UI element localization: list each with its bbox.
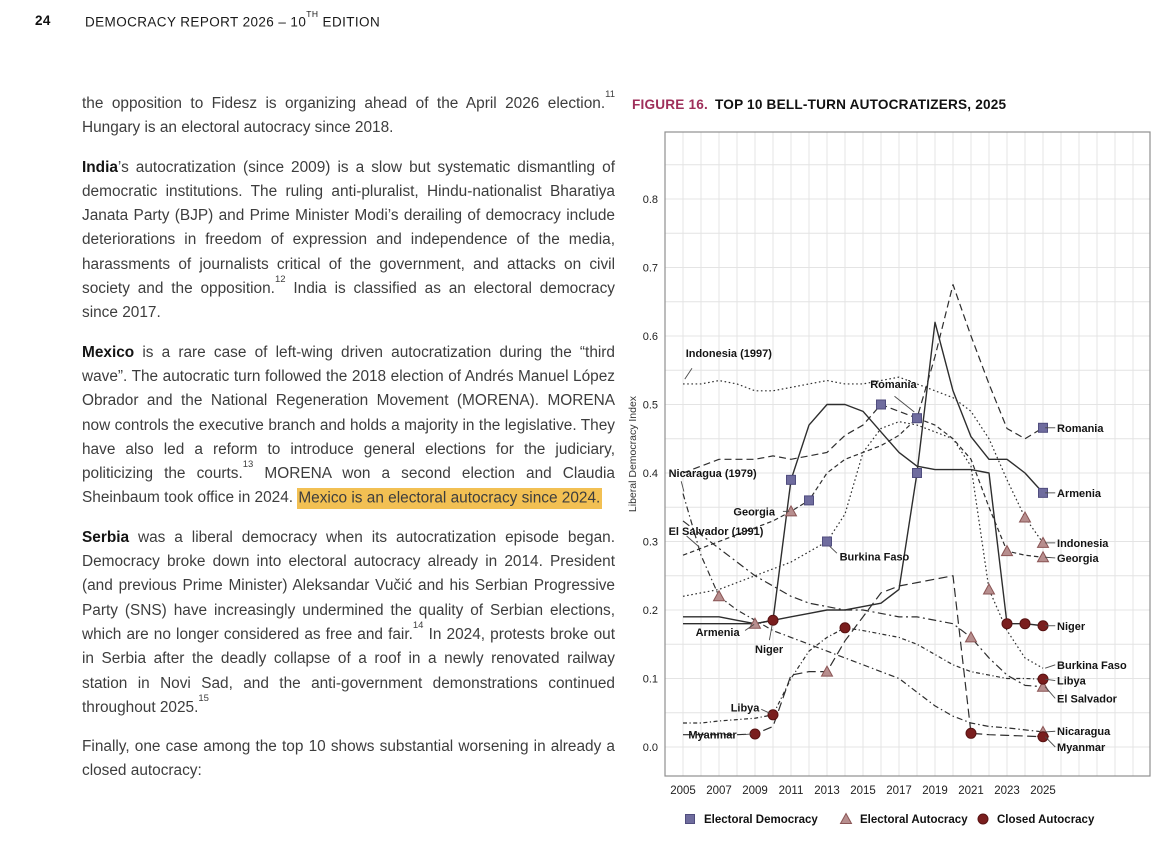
paragraph: India’s autocratization (since 2009) is a slow but systematic dismantling of democratic institutions. The ruling anti-pluralist, Hindu-nationalist Bharatiya Janata Party (BJP) and Prime Minister Modi’s derailing of democracy include deteriorations in freedom of expression and independence of the media, harassments of journalists critical of the government, and attacks on civil society and the opposition.$^{12}$ India is classified as an electoral democracy since 2017. [82, 158, 615, 322]
circle-marker [1020, 619, 1030, 629]
triangle-marker [1038, 537, 1049, 547]
figure-chart [620, 118, 1170, 844]
country-label: Georgia [733, 506, 775, 519]
square-marker [877, 400, 886, 409]
triangle-marker [714, 591, 725, 601]
circle-marker [978, 814, 988, 824]
circle-marker [966, 728, 976, 738]
country-label: Niger [755, 644, 784, 657]
label-leader-line [1045, 737, 1055, 747]
page-number: 24 [35, 13, 51, 28]
country-label: Niger [1057, 620, 1086, 633]
square-marker [913, 469, 922, 478]
country-label: Romania [1057, 422, 1104, 435]
square-marker [913, 414, 922, 423]
y-tick-label: 0.6 [642, 331, 658, 343]
triangle-marker [984, 584, 995, 594]
country-label: Armenia [1057, 487, 1102, 500]
circle-marker [1002, 619, 1012, 629]
circle-marker [768, 615, 778, 625]
footnote-ref: 14 [412, 619, 424, 631]
y-tick-label: 0.0 [642, 742, 658, 754]
line-chart-svg [620, 118, 1170, 844]
square-marker [686, 815, 695, 824]
y-tick-label: 0.8 [642, 194, 658, 206]
triangle-marker [1038, 552, 1049, 562]
footnote-ref: 15 [198, 692, 209, 704]
footnote-ref: 13 [242, 459, 254, 471]
y-tick-label: 0.4 [642, 468, 658, 480]
x-tick-label: 2015 [850, 785, 876, 797]
x-tick-label: 2009 [742, 785, 768, 797]
paragraph: Finally, one case among the top 10 shows substantial worsening in already a closed autocracy: [82, 738, 615, 780]
x-tick-label: 2023 [994, 785, 1020, 797]
figure-title-text: TOP 10 BELL-TURN AUTOCRATIZERS, 2025 [715, 97, 1007, 112]
country-label: Romania [870, 378, 917, 391]
footnote-ref: 11 [605, 88, 615, 100]
label-leader-line [769, 625, 772, 640]
circle-marker [750, 729, 760, 739]
label-leader-line [1045, 687, 1055, 699]
y-tick-label: 0.2 [642, 605, 658, 617]
circle-marker [1038, 732, 1048, 742]
x-tick-label: 2013 [814, 785, 840, 797]
figure-label: FIGURE 16. [632, 97, 709, 112]
triangle-marker [966, 632, 977, 642]
country-label: Nicaragua [1057, 726, 1111, 739]
country-label: Libya [730, 702, 760, 715]
square-marker [787, 475, 796, 484]
triangle-marker [1002, 546, 1013, 556]
country-label: Myanmar [1057, 742, 1106, 754]
paragraph: Mexico is a rare case of left-wing driven autocratization during the “third wave”. The autocratic turn followed the 2018 election of Andrés Manuel López Obrador and the National Regeneration Movement (MORENA). MORENA now controls the executive branch and holds a majority in the legislative. They have also led a reform to introduce general elections for the judiciary, politicizing the courts.$^{13}$ MORENA won a second election and Claudia Sheinbaum took office in 2024. Mexico is an electoral autocracy since 2024. [82, 341, 615, 511]
x-tick-label: 2017 [886, 785, 912, 797]
page-header [35, 9, 381, 30]
label-leader-line [830, 546, 837, 553]
figure-caption [632, 97, 1006, 112]
footnote-ref: 12 [274, 273, 286, 285]
label-leader-line [1045, 731, 1055, 732]
square-marker [805, 496, 814, 505]
square-marker [823, 537, 832, 546]
y-axis-title: Liberal Democracy Index [627, 395, 639, 513]
triangle-marker [1020, 512, 1031, 522]
y-tick-label: 0.5 [642, 399, 658, 412]
x-tick-label: 2011 [778, 785, 804, 797]
country-label: Burkina Faso [839, 551, 910, 564]
x-tick-label: 2007 [706, 785, 732, 797]
article [82, 88, 615, 799]
legend-label: Electoral Democracy [704, 814, 818, 826]
paragraph: the opposition to Fidesz is organizing ahead of the April 2026 election.$^{11}$ Hungary is an electoral autocracy since 2018. [82, 88, 615, 137]
country-label: Myanmar [688, 729, 737, 742]
country-label: El Salvador (1991) [668, 526, 764, 539]
country-label: Indonesia [1057, 537, 1109, 550]
x-tick-label: 2025 [1030, 785, 1056, 797]
ordinal-sup: TH [306, 9, 319, 19]
paragraph: Serbia was a liberal democracy when its autocratization episode began. Democracy broke down into electoral autocracy already in 2014. President (and previous Prime Minister) Aleksandar Vučić and his Serbian Progressive Party (SNS) have increasingly undermined the quality of Serbian elections, which are no longer considered as free and fair.$^{14}$ In 2024, protests broke out in Serbia after the deadly collapse of a roof in a newly renovated railway station in Novi Sad, and the anti-government demonstrations continued throughout 2025.15 [82, 528, 615, 716]
triangle-marker [841, 814, 852, 824]
x-tick-label: 2021 [958, 785, 984, 797]
x-tick-label: 2019 [922, 785, 948, 797]
circle-marker [768, 710, 778, 720]
x-tick-label: 2005 [670, 785, 696, 797]
label-leader-line [1045, 665, 1055, 668]
report-title: DEMOCRACY REPORT 2026 – 10TH EDITION [85, 9, 381, 30]
y-tick-label: 0.3 [642, 536, 658, 549]
country-label: El Salvador [1057, 693, 1117, 706]
y-tick-label: 0.7 [642, 262, 658, 275]
legend-label: Closed Autocracy [997, 814, 1095, 826]
country-label: Burkina Faso [1057, 659, 1127, 672]
legend-label: Electoral Autocracy [860, 814, 968, 826]
highlighted-sentence: Mexico is an electoral autocracy since 2024. [297, 488, 602, 509]
country-label: Nicaragua (1979) [668, 468, 757, 480]
country-label: Armenia [695, 626, 740, 639]
country-label: Indonesia (1997) [685, 348, 772, 361]
circle-marker [840, 623, 850, 633]
country-label: Libya [1057, 675, 1086, 688]
country-label: Georgia [1057, 552, 1099, 565]
y-tick-label: 0.1 [642, 673, 658, 686]
